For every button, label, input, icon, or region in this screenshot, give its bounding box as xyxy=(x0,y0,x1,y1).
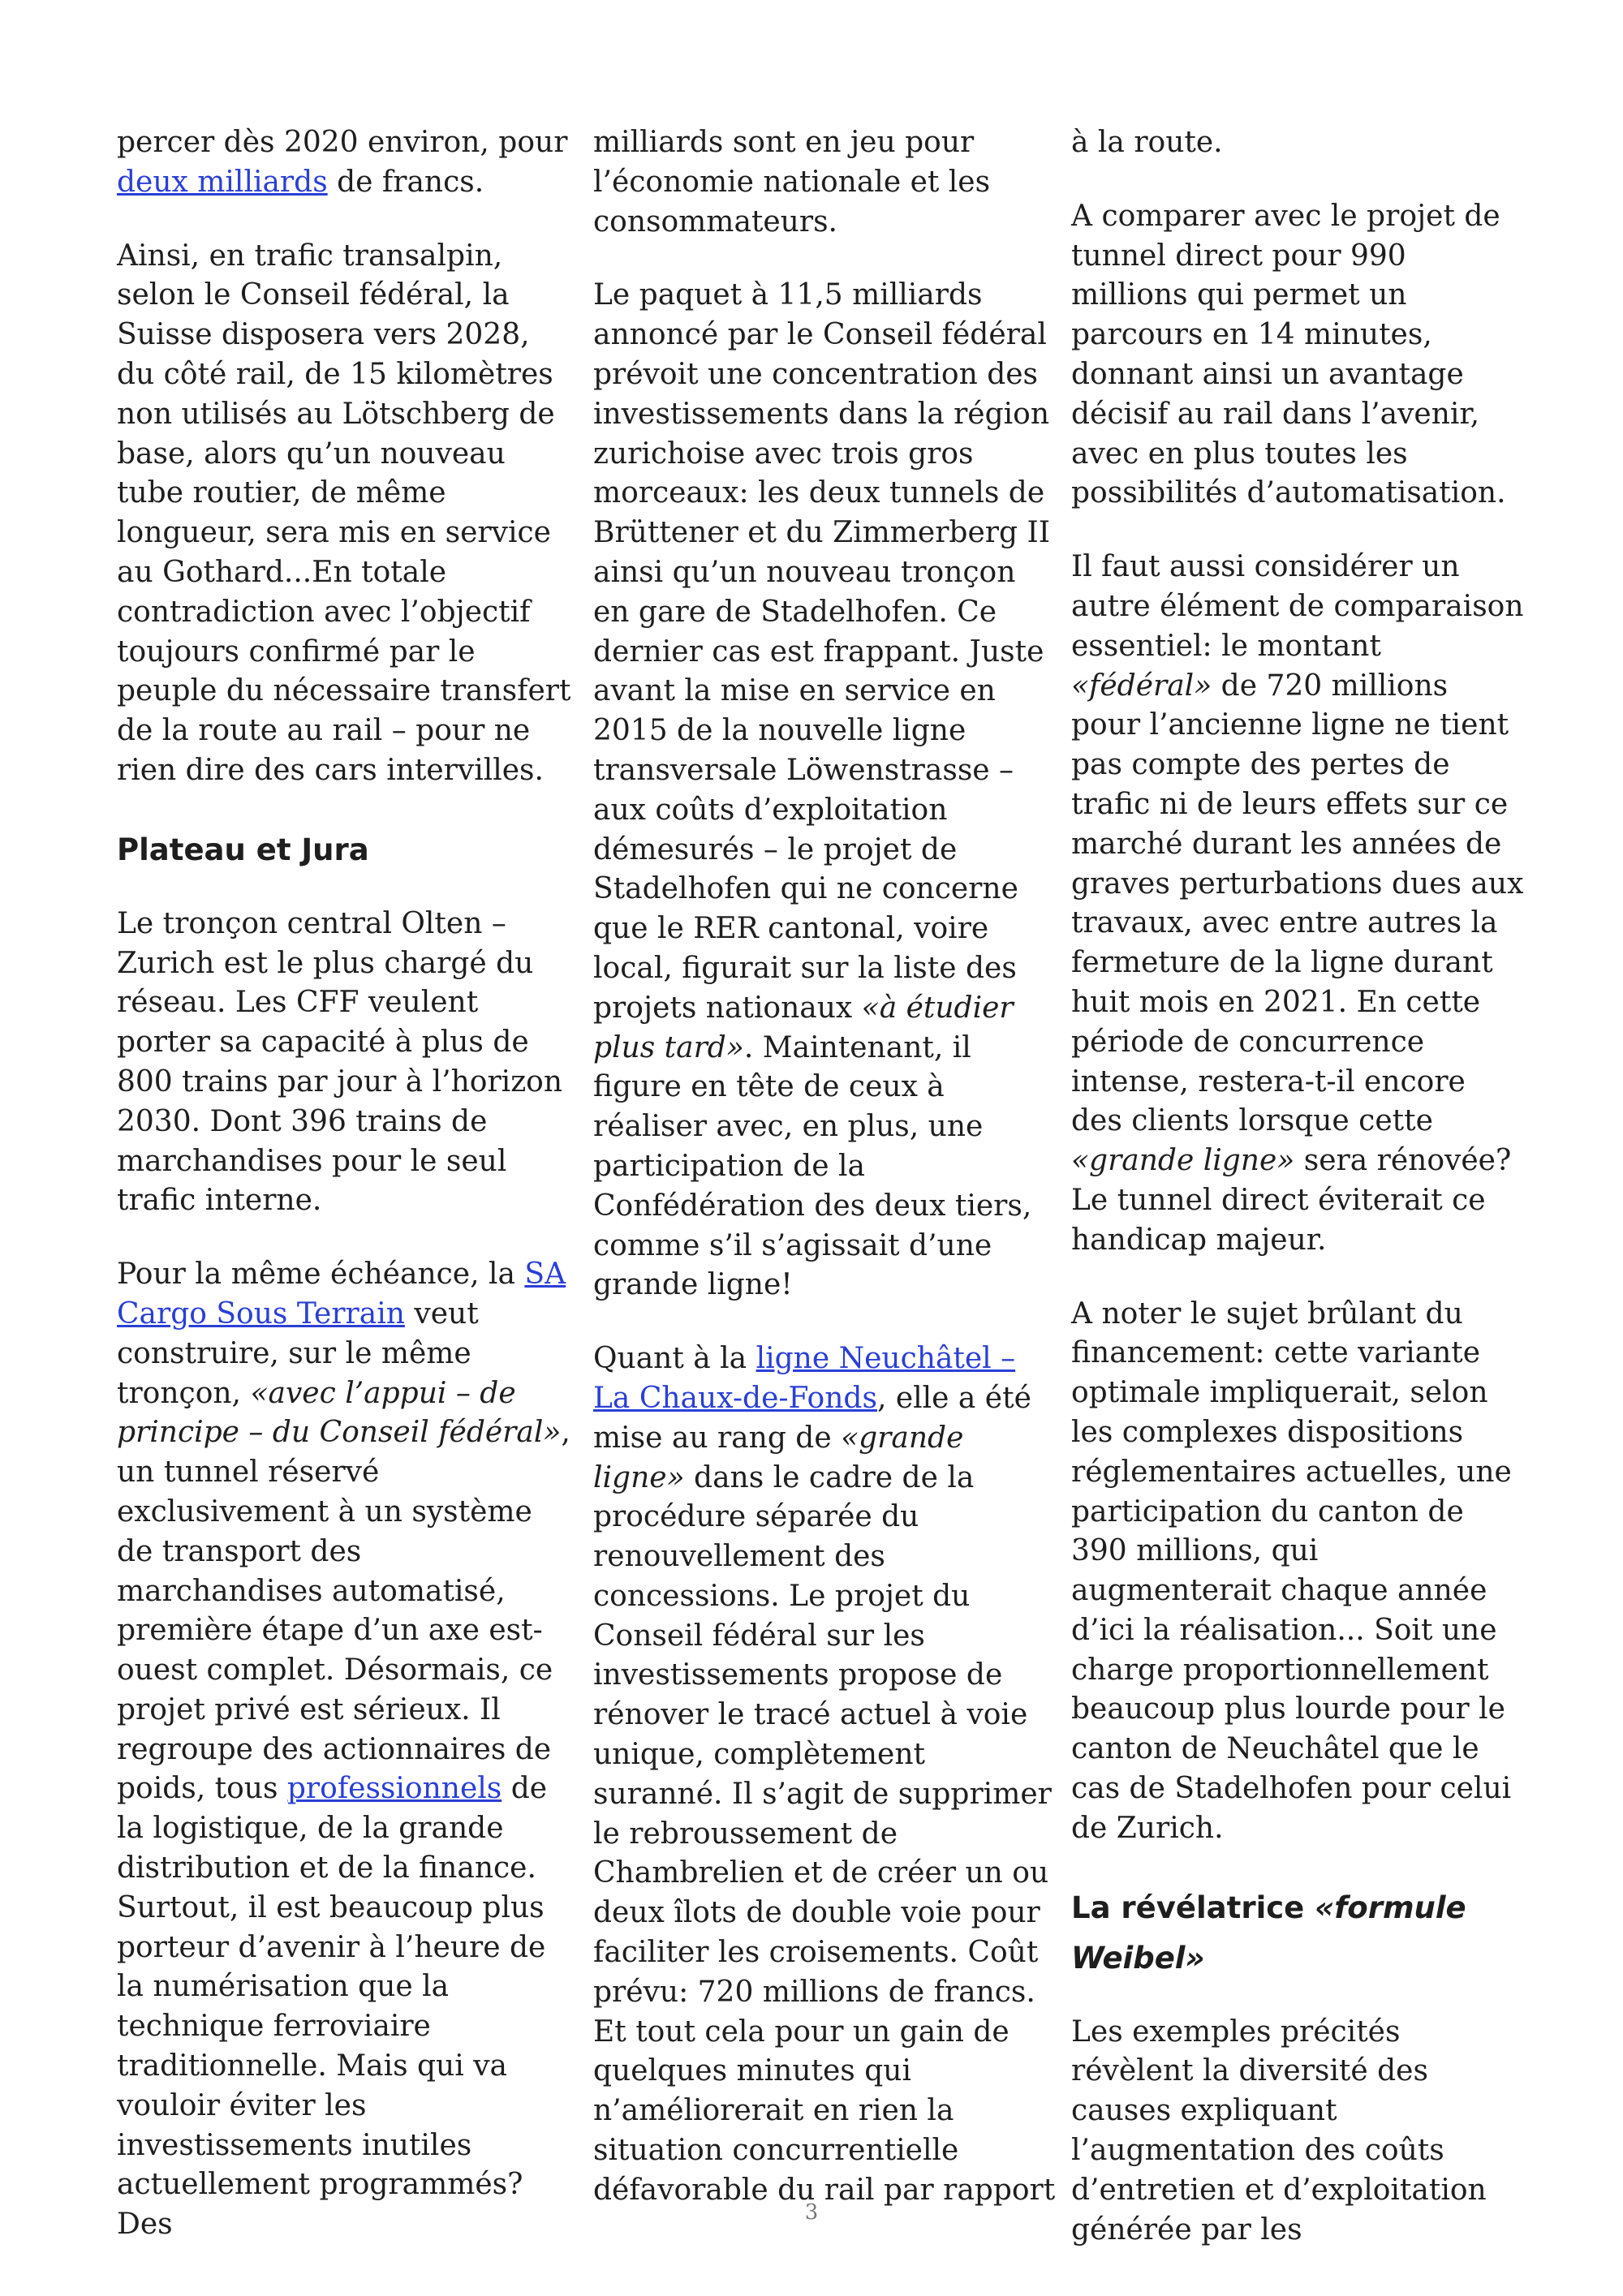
paragraph: A noter le sujet brûlant du financement: cette variante optimale impliquerait, selon les complexes dispositions réglementaires actuelles, une participation du canton de 390 millions, qui augmenterait chaque année d’ici la réalisation... Soit une charge proportionnellement beaucoup plus lourde pour le canton de Neuchâtel que le cas de Stadelhofen pour celui de Zurich. xyxy=(1071,1296,1512,1845)
paragraph: Le tronçon central Olten – Zurich est le plus chargé du réseau. Les CFF veulent porter sa capacité à plus de 800 trains par jour à l’horizon 2030. Dont 396 trains de marchandises pour le seul trafic interne. xyxy=(117,906,563,1218)
paragraph: Pour la même échéance, la SA Cargo Sous Terrain veut construire, sur le même tronçon, «avec l’appui – de principe – du Conseil fédéral», un tunnel réservé exclusivement à un système de transport des marchandises automatisé, première étape d’un axe est-ouest complet. Désormais, ce projet privé est sérieux. Il regroupe des actionnaires de poids, tous professionnels de la logistique, de la grande distribution et de la finance. Surtout, il est beaucoup plus porteur d’avenir à l’heure de la numérisation que la technique ferroviaire traditionnelle. Mais qui va vouloir éviter les investissements inutiles actuellement programmés? Des xyxy=(117,1258,570,2242)
quote: «grande ligne» xyxy=(1071,1144,1295,1178)
quote: «grande ligne» xyxy=(593,1421,964,1494)
column-2 xyxy=(593,123,1056,2245)
column-3 xyxy=(1071,123,1526,2284)
paragraph: à la route. xyxy=(1071,126,1223,159)
link-deux-milliards[interactable]: deux milliards xyxy=(117,165,328,199)
paragraph: Il faut aussi considérer un autre élément de comparaison essentiel: le montant «fédéral» de 720 millions pour l’ancienne ligne ne tient pas compte des pertes de trafic ni de leurs effets sur ce marché durant les années de graves perturbations dues aux travaux, avec entre autres la fermeture de la ligne durant huit mois en 2021. En cette période de concurrence intense, restera-t-il encore des clients lorsque cette «grande ligne» sera rénovée? Le tunnel direct éviterait ce handicap majeur. xyxy=(1071,550,1524,1257)
link-sa-cargo-sous-terrain[interactable]: SA Cargo Sous Terrain xyxy=(117,1258,566,1331)
section-heading-plateau-jura: Plateau et Jura xyxy=(117,832,369,867)
section-heading-formule-weibel: La révélatrice «formule Weibel» xyxy=(1071,1890,1466,1976)
column-1 xyxy=(117,123,571,2279)
quote: «à étudier plus tard» xyxy=(593,991,1014,1064)
paragraph: Le paquet à 11,5 milliards annoncé par le Conseil fédéral prévoit une concentration des investissements dans la région zurichoise avec trois gros morceaux: les deux tunnels de Brüttener et du Zimmerberg II ainsi qu’un nouveau tronçon en gare de Stadelhofen. Ce dernier cas est frappant. Juste avant la mise en service en 2015 de la nouvelle ligne transversale Löwenstrasse – aux coûts d’exploitation démesurés – le projet de Stadelhofen qui ne concerne que le RER cantonal, voire local, figurait sur la liste des projets nationaux «à étudier plus tard». Maintenant, il figure en tête de ceux à réaliser avec, en plus, une participation de la Confédération des deux tiers, comme s’il s’agissait d’une grande ligne! xyxy=(593,278,1050,1302)
paragraph: Quant à la ligne Neuchâtel – La Chaux-de-Fonds, elle a été mise au rang de «grande ligne» dans le cadre de la procédure séparée du renouvellement des concessions. Le projet du Conseil fédéral sur les investissements propose de rénover le tracé actuel à voie unique, complètement suranné. Il s’agit de supprimer le rebroussement de Chambrelien et de créer un ou deux îlots de double voie pour faciliter les croisements. Coût prévu: 720 millions de francs. Et tout cela pour un gain de quelques minutes qui n’améliorerait en rien la situation concurrentielle défavorable du rail par rapport xyxy=(593,1342,1056,2207)
paragraph: A comparer avec le projet de tunnel direct pour 990 millions qui permet un parcours en 14 minutes, donnant ainsi un avantage décisif au rail dans l’avenir, avec en plus toutes les possibilités d’automatisation. xyxy=(1071,199,1506,510)
quote: «avec l’appui – de principe – du Conseil fédéral» xyxy=(117,1376,562,1450)
paragraph: percer dès 2020 environ, pour deux milliards de francs. xyxy=(117,126,568,199)
paragraph: Les exemples précités révèlent la diversité des causes expliquant l’augmentation des coûts d’entretien et d’exploitation générée par les xyxy=(1071,2014,1487,2247)
link-professionnels[interactable]: professionnels xyxy=(286,1772,502,1806)
paragraph: milliards sont en jeu pour l’économie nationale et les consommateurs. xyxy=(593,126,991,239)
quote: «fédéral» xyxy=(1071,669,1212,703)
paragraph: Ainsi, en trafic transalpin, selon le Conseil fédéral, la Suisse disposera vers 2028, du côté rail, de 15 kilomètres non utilisés au Lötschberg de base, alors qu’un nouveau tube routier, de même longueur, sera mis en service au Gothard...En totale contradiction avec l’objectif toujours confirmé par le peuple du nécessaire transfert de la route au rail – pour ne rien dire des cars intervilles. xyxy=(117,239,571,787)
link-ligne-neuchatel[interactable]: ligne Neuchâtel – La Chaux-de-Fonds xyxy=(593,1342,1016,1415)
page-number: 3 xyxy=(804,2200,819,2225)
